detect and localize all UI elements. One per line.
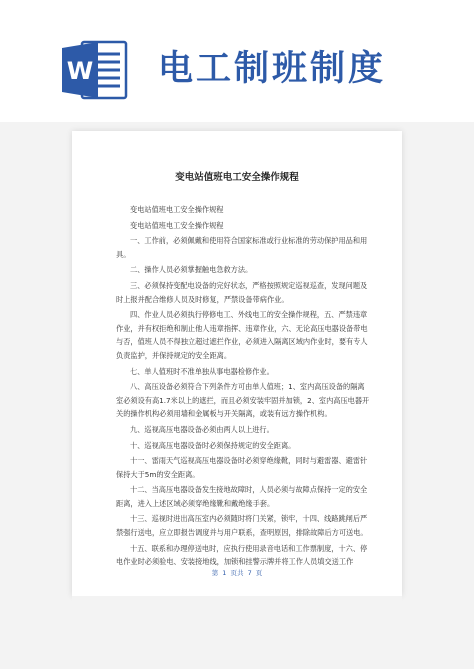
paragraph: 七、单人值班时不准单独从事电器检修作业。 xyxy=(130,366,274,376)
word-icon-letter: W xyxy=(66,57,94,85)
document-title: 变电站值班电工安全操作规程 xyxy=(175,172,299,183)
paragraph: 十二、当高压电器设备发生接地故障时，人员必须与故障点保持一定的安全距离，进入上述区域必须穿绝缘靴和戴绝缘手套。 xyxy=(116,485,368,508)
paragraph: 一、工作前，必须佩戴和使用符合国家标准或行业标准的劳动保护用品和用具。 xyxy=(116,236,368,259)
paragraph: 二、操作人员必须掌握触电急救方法。 xyxy=(130,265,253,275)
document-page xyxy=(72,131,402,596)
page-indicator-suffix: 页 xyxy=(255,569,263,577)
paragraph: 四、作业人员必须执行停修电工、外线电工的安全操作规程，五、严禁违章作业，并有权拒绝和制止他人违章指挥、违章作业，六、无论高压电器设备带电与否，值班人员不得独立超过遮拦作业，必须进入隔离区域内作业时，要有专人负责监护，并保持规定的安全距离。 xyxy=(116,310,368,360)
document-body xyxy=(116,203,370,571)
page-indicator-current: 1 xyxy=(222,569,227,577)
paragraph: 变电站值班电工安全操作规程 xyxy=(130,220,224,230)
paragraph: 十一、雷雨天气巡视高压电器设备时必须穿绝缘靴，同时与避雷器、避雷针保持大于5m的安全距离。 xyxy=(116,456,368,479)
paragraph: 十、巡视高压电器设备时必须保持规定的安全距离。 xyxy=(130,440,296,450)
page-indicator-total: 7 xyxy=(247,569,252,577)
paragraph: 九、巡视高压电器设备必须由两人以上进行。 xyxy=(130,424,274,434)
page-indicator-prefix: 第 xyxy=(211,569,219,577)
ms-word-icon xyxy=(60,38,130,102)
paragraph: 十三、巡视时进出高压室内必须随时将门关紧，锁牢，十四、线路跳闸后严禁强行送电，应立即报告调度并与用户联系，查明原因，排除故障后方可送电。 xyxy=(116,514,368,538)
bottom-area xyxy=(72,596,402,669)
paragraph: 十五、联系和办理停送电时，应执行使用录音电话和工作票制度，十六、停电作业时必须验电、安装接地线，加锁和挂警示牌并将工作人员填交送工作 xyxy=(116,543,368,567)
banner-title: 电工制班制度 xyxy=(158,49,387,89)
header-banner xyxy=(0,0,474,120)
paragraph: 变电站值班电工安全操作规程 xyxy=(130,205,224,214)
page-indicator xyxy=(72,568,402,577)
page-indicator-middle: 页共 xyxy=(230,569,244,577)
paragraph: 三、必须保持变配电设备的完好状态，严格按照规定巡视巡查，发现问题及时上报并配合维修人员及时修复，严禁设备带病作业。 xyxy=(116,280,368,304)
paragraph: 八、高压设备必须符合下列条件方可由单人值班；1、室内高压设备的隔离室必须设有高1.7米以上的遮拦，而且必须安装牢固并加锁，2、室内高压电器开关的操作机构必须用墙和金属板与开关隔离，或装有远方操作机构。 xyxy=(116,382,370,419)
